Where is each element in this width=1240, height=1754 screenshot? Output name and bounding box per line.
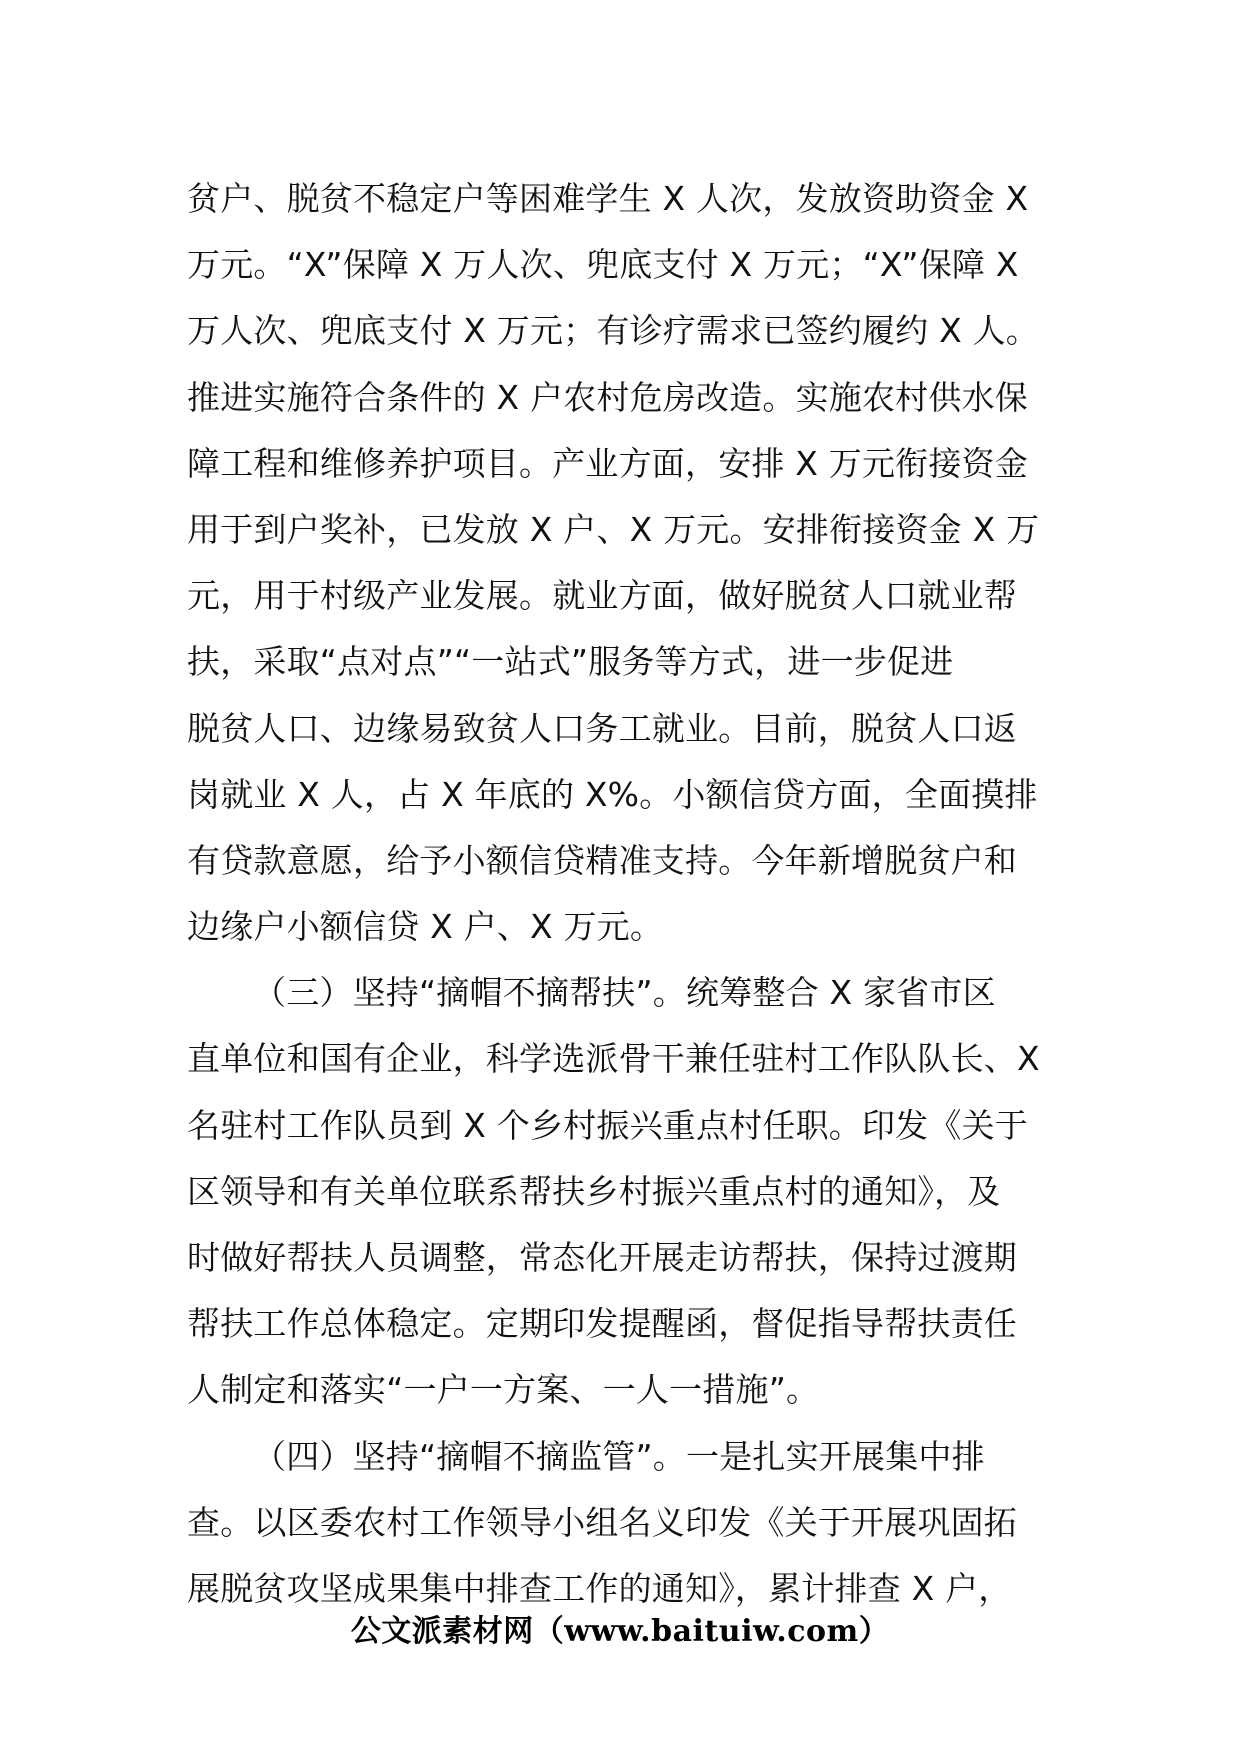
text-line: 元，用于村级产业发展。就业方面，做好脱贫人口就业帮	[187, 576, 1017, 616]
text-line: 时做好帮扶人员调整，常态化开展走访帮扶，保持过渡期	[187, 1238, 1017, 1277]
text-line: 人制定和落实“一户一方案、一人一措施”。	[187, 1370, 820, 1410]
footer-watermark: 公文派素材网（www.baituiw.com）	[350, 1614, 890, 1649]
text-line: 直单位和国有企业，科学选派骨干兼任驻村工作队队长、X	[187, 1039, 1040, 1079]
text-line: 用于到户奖补，已发放 X 户、X 万元。安排衔接资金 X 万	[187, 509, 1040, 549]
document-body	[187, 166, 1057, 1622]
text-line: 有贷款意愿，给予小额信贷精准支持。今年新增脱贫户和	[187, 840, 1017, 880]
text-line: 万元。“X”保障 X 万人次、兜底支付 X 万元；“X”保障 X	[187, 245, 1019, 285]
paragraph-heading-line: （三）坚持“摘帽不摘帮扶”。统筹整合 X 家省市区	[253, 973, 996, 1013]
paragraph-heading-line: （四）坚持“摘帽不摘监管”。一是扎实开展集中排	[253, 1436, 985, 1476]
text-line: 区领导和有关单位联系帮扶乡村振兴重点村的通知》，及	[187, 1171, 1001, 1211]
text-line: 边缘户小额信贷 X 户、X 万元。	[187, 907, 664, 947]
text-line: 推进实施符合条件的 X 户农村危房改造。实施农村供水保	[187, 377, 1028, 417]
text-line: 展脱贫攻坚成果集中排查工作的通知》，累计排查 X 户，	[187, 1568, 1012, 1608]
text-line: 贫户、脱贫不稳定户等困难学生 X 人次，发放资助资金 X	[187, 179, 1029, 218]
text-line: 障工程和维修养护项目。产业方面，安排 X 万元衔接资金	[187, 443, 1028, 483]
text-line: 脱贫人口、边缘易致贫人口务工就业。目前，脱贫人口返	[187, 708, 1017, 748]
text-line: 查。以区委农村工作领导小组名义印发《关于开展巩固拓	[187, 1502, 1017, 1542]
text-line: 名驻村工作队员到 X 个乡村振兴重点村任职。印发《关于	[187, 1105, 1028, 1145]
text-line: 万人次、兜底支付 X 万元；有诊疗需求已签约履约 X 人。	[187, 311, 1039, 351]
text-line: 扶，采取“点对点”“一站式”服务等方式，进一步促进	[187, 642, 954, 682]
text-line: 帮扶工作总体稳定。定期印发提醒函，督促指导帮扶责任	[187, 1304, 1017, 1344]
text-line: 岗就业 X 人，占 X 年底的 X%。小额信贷方面，全面摸排	[187, 774, 1038, 814]
